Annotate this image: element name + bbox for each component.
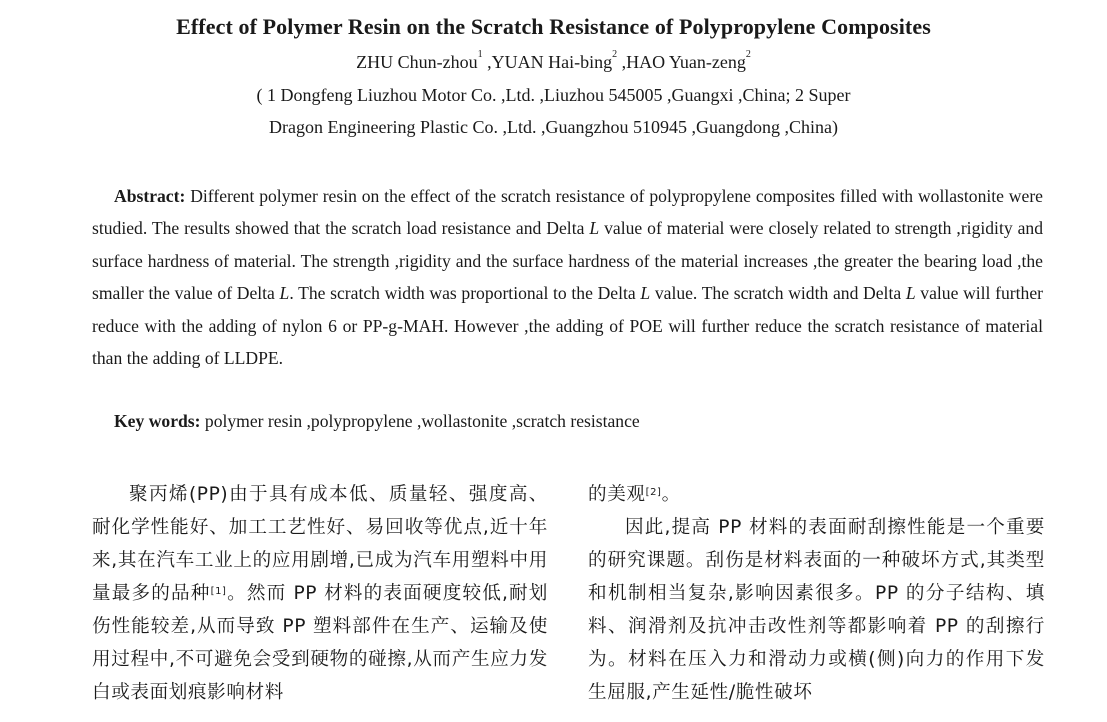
paper-title: Effect of Polymer Resin on the Scratch Resistance of Polypropylene Composites: [176, 14, 931, 39]
abstract-label: Abstract:: [114, 186, 186, 206]
keywords: [114, 405, 1044, 437]
affiliation-line-1: ( 1 Dongfeng Liuzhou Motor Co. ,Ltd. ,Liuzhou 545005 ,Guangxi ,China; 2 Super: [256, 85, 851, 105]
intro-paragraph: 聚丙烯(PP)由于具有成本低、质量轻、强度高、耐化学性能好、加工工艺性好、易回收等优点,近十年来,其在汽车工业上的应用剧增,已成为汽车用塑料中用量最多的品种[1]。然而 PP 材料的表面硬度较低,耐划伤性能较差,从而导致 PP 塑料部件在生产、运输及使用过程中,不可避免会受到硬物的碰擦,从而产生应力发白或表面划痕影响材料: [92, 484, 548, 703]
author-list: ZHU Chun-zhou$^1$ ,YUAN Hai-bing$^2$ ,HAO Yuan-zeng$^2$: [356, 49, 751, 72]
second-paragraph: 因此,提高 PP 材料的表面耐刮擦性能是一个重要的研究课题。刮伤是材料表面的一种破坏方式,其类型和机制相当复杂,影响因素很多。PP 的分子结构、填料、润滑剂及抗冲击改性剂等都影响着 PP 的刮擦行为。材料在压入力和滑动力或横(侧)向力的作用下发生屈服,产生延性/脆性破坏: [588, 517, 1045, 703]
author-1: ZHU Chun-zhou$^1$: [356, 49, 483, 72]
citation-ref-2: [2]: [645, 487, 662, 498]
body-column-right: [588, 478, 1045, 709]
body-column-left: [92, 478, 548, 709]
author-3: HAO Yuan-zeng$^2$: [626, 49, 751, 72]
intro-paragraph-continued: 的美观[2]。: [588, 484, 681, 505]
citation-ref-1: [1]: [210, 586, 227, 597]
affiliation-line-2: Dragon Engineering Plastic Co. ,Ltd. ,Guangzhou 510945 ,Guangdong ,China): [269, 117, 838, 137]
author-2: YUAN Hai-bing$^2$: [491, 49, 618, 72]
keywords-text: polymer resin ,polypropylene ,wollastonite ,scratch resistance: [200, 411, 640, 431]
abstract: Abstract: Different polymer resin on the effect of the scratch resistance of polypropylene composites filled with wollastonite were studied. The results showed that the scratch load resistance and Delta L value of material were closely related to strength ,rigidity and surface hardness of material. The strength ,rigidity and the surface hardness of the material increases ,the greater the bearing load ,the smaller the value of Delta L. The scratch width was proportional to the Delta L value. The scratch width and Delta L value will further reduce with the adding of nylon 6 or PP-g-MAH. However ,the adding of POE will further reduce the scratch resistance of material than the adding of LLDPE.: [92, 186, 1043, 369]
keywords-label: Key words:: [114, 411, 201, 431]
